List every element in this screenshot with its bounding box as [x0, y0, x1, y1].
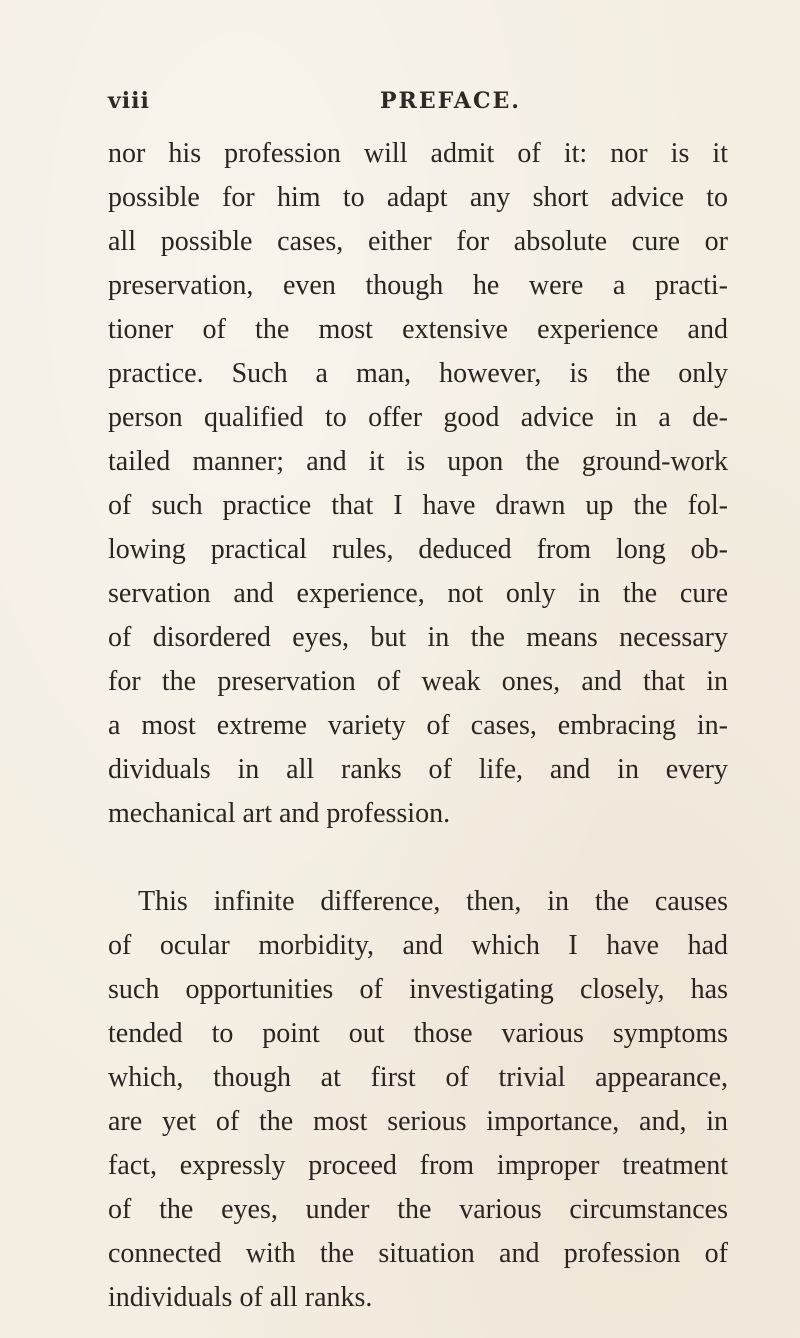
text-line: person qualified to offer good advice in a de-	[108, 402, 728, 433]
text-line: of ocular morbidity, and which I have had	[108, 930, 728, 961]
page-number: viii	[108, 88, 150, 114]
text-line: for the preservation of weak ones, and that in	[108, 666, 728, 697]
text-line: of such practice that I have drawn up the fol-	[108, 490, 728, 521]
text-line: dividuals in all ranks of life, and in every	[108, 754, 728, 785]
text-line: possible for him to adapt any short advice to	[108, 182, 728, 213]
text-line: mechanical art and profession.	[108, 798, 451, 829]
paragraph-1	[108, 132, 728, 836]
text-line: individuals of all ranks.	[108, 1282, 373, 1313]
text-line: a most extreme variety of cases, embracing in-	[108, 710, 728, 741]
text-line: tioner of the most extensive experience and	[108, 314, 728, 345]
body-text	[108, 132, 728, 1320]
running-title: PREFACE.	[380, 88, 521, 114]
text-line: connected with the situation and profession of	[108, 1238, 728, 1269]
running-head	[108, 88, 768, 124]
text-line: all possible cases, either for absolute cure or	[108, 226, 728, 257]
text-line: lowing practical rules, deduced from long ob-	[108, 534, 728, 565]
text-line: of the eyes, under the various circumstances	[108, 1194, 728, 1225]
text-line: This infinite difference, then, in the causes	[138, 886, 728, 917]
text-line: such opportunities of investigating closely, has	[108, 974, 728, 1005]
text-line: tailed manner; and it is upon the ground-work	[108, 446, 728, 477]
text-line: practice. Such a man, however, is the only	[108, 358, 728, 389]
text-line: servation and experience, not only in the cure	[108, 578, 728, 609]
text-line: of disordered eyes, but in the means necessary	[108, 622, 728, 653]
text-line: nor his profession will admit of it: nor is it	[108, 138, 728, 169]
text-line: preservation, even though he were a practi-	[108, 270, 728, 301]
text-line: which, though at first of trivial appearance,	[108, 1062, 728, 1093]
paragraph-gap	[108, 836, 728, 880]
text-line: fact, expressly proceed from improper treatment	[108, 1150, 728, 1181]
paragraph-2	[108, 880, 728, 1320]
text-line: are yet of the most serious importance, and, in	[108, 1106, 728, 1137]
text-line: tended to point out those various symptoms	[108, 1018, 728, 1049]
